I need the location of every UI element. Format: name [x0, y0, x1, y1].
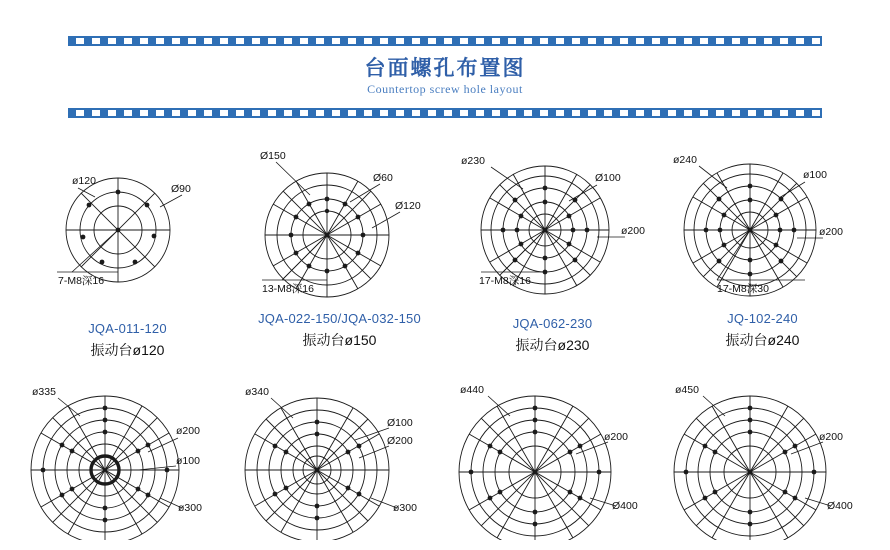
- diagram-drawing-340: [225, 380, 440, 550]
- diagram-caption: 振动台ø150: [302, 332, 377, 348]
- diagram-code: JQ-102-240: [727, 311, 798, 326]
- dim-label: Ø100: [595, 172, 621, 184]
- diagram-cell-450: [655, 380, 870, 550]
- dim-label: ø100: [803, 169, 827, 181]
- diagram-cell-jq-102-240: [655, 140, 870, 350]
- dim-label: ø200: [604, 431, 628, 443]
- diagram-code: JQA-062-230: [512, 316, 593, 331]
- dim-label: Ø200: [387, 435, 413, 447]
- hole-note: 13-M8深16: [262, 283, 314, 295]
- dim-label: Ø120: [395, 200, 421, 212]
- dim-label: ø300: [393, 502, 417, 514]
- diagram-drawing-jqa-022-150: [232, 140, 447, 310]
- diagram-drawing-335: [10, 380, 225, 550]
- diagram-caption: 振动台ø240: [725, 332, 800, 348]
- dim-label: ø230: [461, 155, 485, 167]
- diagram-cell-jqa-011-120: [20, 150, 235, 360]
- diagram-drawing-jqa-062-230: [445, 145, 660, 315]
- diagram-cell-340: [225, 380, 440, 550]
- decorative-rule-top: [68, 36, 822, 46]
- diagram-caption: 振动台ø230: [515, 337, 590, 353]
- diagram-cell-440: [440, 380, 655, 550]
- dim-label: ø200: [819, 226, 843, 238]
- page-title-zh: 台面螺孔布置图: [364, 57, 526, 80]
- dim-label: ø200: [176, 425, 200, 437]
- hole-note: 17-M8深16: [479, 275, 531, 287]
- dim-label: Ø90: [171, 183, 191, 195]
- dim-label: ø440: [460, 384, 484, 396]
- decorative-rule-bottom: [68, 108, 822, 118]
- diagram-caption: 振动台ø120: [90, 342, 165, 358]
- diagram-code: JQA-011-120: [88, 321, 167, 336]
- hole-note: 17-M8深30: [717, 283, 769, 295]
- dim-label: ø300: [178, 502, 202, 514]
- diagram-cell-335: [10, 380, 225, 550]
- diagram-drawing-450: [655, 380, 870, 550]
- dim-label: ø200: [621, 225, 645, 237]
- dim-label: ø200: [819, 431, 843, 443]
- page-title-en: Countertop screw hole layout: [367, 82, 523, 96]
- dim-label: Ø60: [373, 172, 393, 184]
- dim-label: Ø400: [827, 500, 853, 512]
- diagram-drawing-jqa-011-120: [20, 150, 235, 320]
- dim-label: Ø150: [260, 150, 286, 162]
- dim-label: ø100: [176, 455, 200, 467]
- diagram-cell-jqa-022-150: [232, 140, 447, 350]
- dim-label: ø120: [72, 175, 96, 187]
- dim-label: ø340: [245, 386, 269, 398]
- diagram-drawing-jq-102-240: [655, 140, 870, 310]
- diagram-code: JQA-022-150/JQA-032-150: [258, 311, 421, 326]
- dim-label: Ø400: [612, 500, 638, 512]
- dim-label: Ø100: [387, 417, 413, 429]
- diagram-cell-jqa-062-230: [445, 145, 660, 355]
- diagram-drawing-440: [440, 380, 655, 550]
- dim-label: ø450: [675, 384, 699, 396]
- dim-label: ø335: [32, 386, 56, 398]
- hole-note: 7-M8深16: [58, 275, 105, 287]
- dim-label: ø240: [673, 154, 697, 166]
